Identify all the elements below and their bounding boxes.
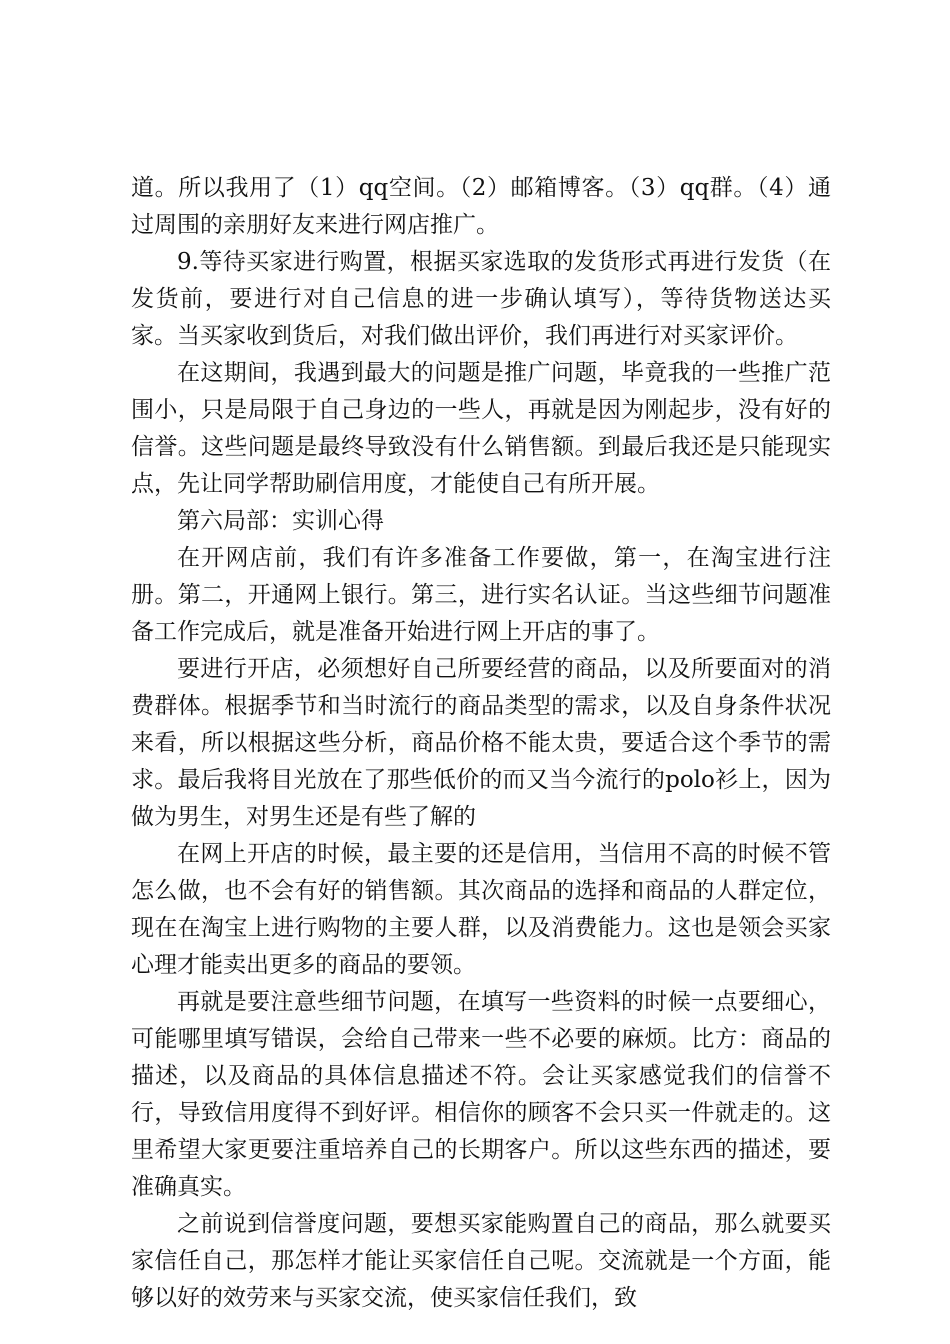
paragraph-details: 再就是要注意些细节问题，在填写一些资料的时候一点要细心，可能哪里填写错误，会给自己带来一些不必要的麻烦。比方：商品的描述，以及商品的具体信息描述不符。会让买家感觉我们的信誉不行，导致信用度得不到好评。相信你的顾客不会只买一件就走的。这里希望大家更要注重培养自己的长期客户。所以这些东西的描述，要准确真实。 <box>131 989 831 1200</box>
paragraph-continuation: 道。所以我用了（1）qq空间。（2）邮箱博客。（3）qq群。（4）通过周围的亲朋好友来进行网店推广。 <box>131 175 831 238</box>
paragraph-preparation: 在开网店前，我们有许多准备工作要做，第一，在淘宝进行注册。第二，开通网上银行。第三，进行实名认证。当这些细节问题准备工作完成后，就是准备开始进行网上开店的事了。 <box>131 545 831 645</box>
paragraph-credit: 在网上开店的时候，最主要的还是信用，当信用不高的时候不管怎么做，也不会有好的销售额。其次商品的选择和商品的人群定位，现在在淘宝上进行购物的主要人群，以及消费能力。这也是领会买家心理才能卖出更多的商品的要领。 <box>131 841 831 978</box>
paragraph-products: 要进行开店，必须想好自己所要经营的商品，以及所要面对的消费群体。根据季节和当时流行的商品类型的需求，以及自身条件状况来看，所以根据这些分析，商品价格不能太贵，要适合这个季节的需求。最后我将目光放在了那些低价的而又当今流行的polo衫上，因为做为男生，对男生还是有些了解的 <box>131 656 831 830</box>
section-heading: 第六局部：实训心得 <box>177 508 384 534</box>
document-body <box>131 170 831 1317</box>
paragraph-trust: 之前说到信誉度问题，要想买家能购置自己的商品，那么就要买家信任自己，那怎样才能让买家信任自己呢。交流就是一个方面，能够以好的效劳来与买家交流，使买家信任我们，致 <box>131 1211 831 1311</box>
paragraph-problems: 在这期间，我遇到最大的问题是推广问题，毕竟我的一些推广范围小，只是局限于自己身边的一些人，再就是因为刚起步，没有好的信誉。这些问题是最终导致没有什么销售额。到最后我还是只能现实点，先让同学帮助刷信用度，才能使自己有所开展。 <box>131 360 831 497</box>
paragraph-step-9: 9.等待买家进行购置，根据买家选取的发货形式再进行发货（在发货前，要进行对自己信息的进一步确认填写），等待货物送达买家。当买家收到货后，对我们做出评价，我们再进行对买家评价。 <box>131 249 831 349</box>
